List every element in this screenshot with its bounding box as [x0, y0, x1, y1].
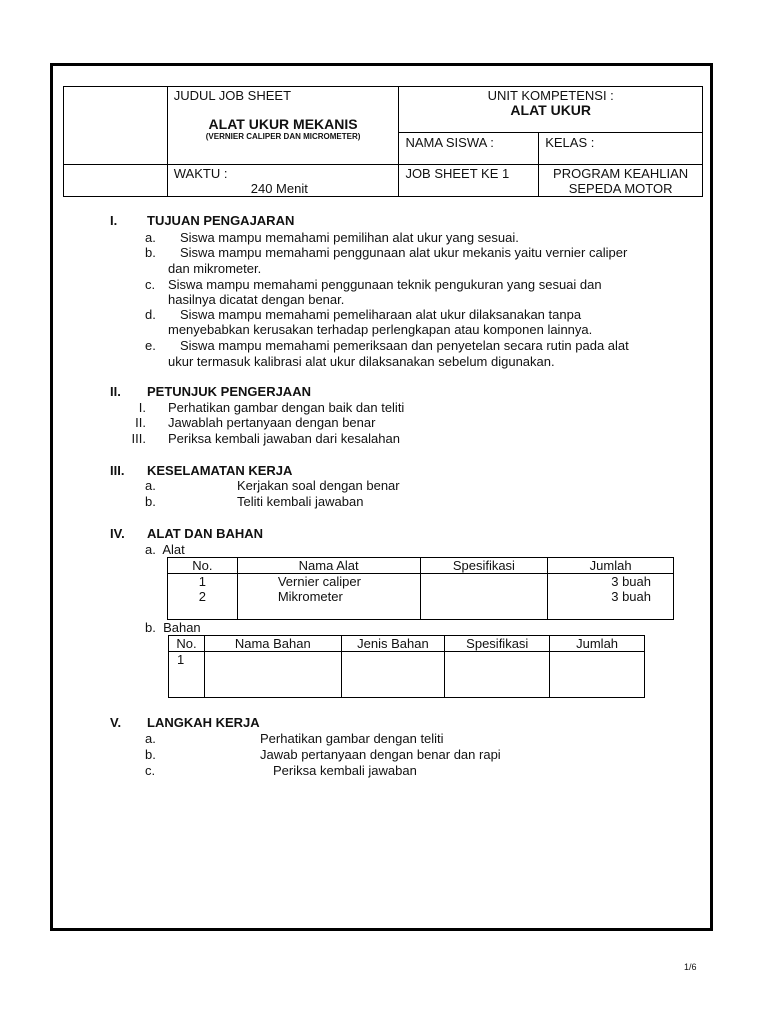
sec3-b-text: Teliti kembali jawaban [237, 494, 364, 509]
table-header-cell: No. [169, 636, 205, 652]
alat-nama: Mikrometer [277, 589, 343, 604]
alat-no: 1 [198, 574, 207, 589]
table-cell [445, 652, 550, 698]
table-header-cell: No. [168, 558, 238, 574]
sec2-iii-text: Periksa kembali jawaban dari kesalahan [168, 431, 400, 446]
sec1-b-cont: dan mikrometer. [168, 261, 262, 276]
alat-label: a. Alat [145, 542, 185, 557]
table-cell [548, 574, 674, 620]
sec1-e-text: Siswa mampu memahami pemeriksaan dan penyetelan secara rutin pada alat [180, 338, 629, 353]
sec1-d-cont: menyebabkan kerusakan terhadap perlengkapan atau komponen lainnya. [168, 322, 593, 337]
kelas-label: KELAS : [545, 135, 595, 150]
sec5-num: V. [110, 715, 122, 730]
table-header-row [168, 558, 674, 574]
alat-nama: Vernier caliper [277, 574, 361, 589]
sec1-d-text: Siswa mampu memahami pemeliharaan alat ukur dilaksanakan tanpa [180, 307, 582, 322]
sec1-c-cont: hasilnya dicatat dengan benar. [168, 292, 345, 307]
sec2-i-text: Perhatikan gambar dengan baik dan teliti [168, 400, 405, 415]
table-header-cell: Spesifikasi [420, 558, 548, 574]
table-header-cell: Nama Bahan [204, 636, 341, 652]
table-row [169, 652, 645, 698]
table-cell [341, 652, 445, 698]
table-row [168, 574, 674, 620]
sec2-i-mark: I. [138, 400, 146, 415]
bahan-label: b. Bahan [145, 620, 201, 635]
sec5-title: LANGKAH KERJA [147, 715, 260, 730]
alat-jumlah: 3 buah [611, 589, 651, 604]
judul-cell [167, 87, 399, 165]
sec4-num: IV. [110, 526, 125, 541]
unit-value: ALAT UKUR [510, 102, 592, 118]
sec4-title: ALAT DAN BAHAN [147, 526, 264, 541]
header-table [63, 86, 703, 197]
judul-title: ALAT UKUR MEKANIS [208, 116, 358, 132]
job-sheet-label: JOB SHEET KE 1 [405, 166, 510, 181]
waktu-label: WAKTU : [173, 166, 228, 181]
table-header-cell: Jumlah [550, 636, 645, 652]
alat-table [167, 557, 674, 620]
sec3-a-mark: a. [145, 478, 156, 493]
sec1-num: I. [110, 213, 118, 228]
table-cell [168, 574, 238, 620]
sec1-e-mark: e. [145, 338, 156, 353]
sec1-c-mark: c. [145, 277, 156, 292]
unit-cell [399, 87, 703, 133]
sec2-num: II. [110, 384, 121, 399]
program-line2: SEPEDA MOTOR [568, 181, 673, 196]
sec5-b-mark: b. [145, 747, 156, 762]
sec5-a-mark: a. [145, 731, 156, 746]
sec5-b-text: Jawab pertanyaan dengan benar dan rapi [260, 747, 501, 762]
waktu-cell [167, 165, 399, 197]
table-cell [420, 574, 548, 620]
sec1-a-text: Siswa mampu memahami pemilihan alat ukur yang sesuai. [180, 230, 519, 245]
judul-label: JUDUL JOB SHEET [173, 88, 292, 103]
table-header-row [169, 636, 645, 652]
nama-siswa-label: NAMA SISWA : [405, 135, 494, 150]
bahan-table [168, 635, 645, 698]
table-cell [550, 652, 645, 698]
sec3-num: III. [110, 463, 125, 478]
sec1-e-cont: ukur termasuk kalibrasi alat ukur dilaksanakan sebelum digunakan. [168, 354, 555, 369]
program-line1: PROGRAM KEAHLIAN [553, 166, 689, 181]
sec1-c-text: Siswa mampu memahami penggunaan teknik pengukuran yang sesuai dan [168, 277, 602, 292]
header-logo-cell [64, 87, 168, 165]
waktu-value: 240 Menit [250, 181, 308, 196]
sec1-d-mark: d. [145, 307, 156, 322]
table-cell: 1 [169, 652, 205, 698]
sec2-title: PETUNJUK PENGERJAAN [147, 384, 311, 399]
table-header-cell: Jumlah [548, 558, 674, 574]
empty-cell [64, 165, 168, 197]
table-cell [204, 652, 341, 698]
sec3-a-text: Kerjakan soal dengan benar [237, 478, 400, 493]
sec2-iii-mark: III. [131, 431, 146, 446]
unit-label: UNIT KOMPETENSI : [487, 88, 614, 103]
alat-no: 2 [198, 589, 207, 604]
judul-subtitle: (VERNIER CALIPER DAN MICROMETER) [205, 132, 361, 141]
program-cell [539, 165, 703, 197]
table-header-cell: Spesifikasi [445, 636, 550, 652]
sec1-b-mark: b. [145, 245, 156, 260]
sec1-a-mark: a. [145, 230, 156, 245]
job-sheet-cell [399, 165, 539, 197]
page-number: 1/6 [684, 962, 697, 972]
sec3-b-mark: b. [145, 494, 156, 509]
sec1-title: TUJUAN PENGAJARAN [147, 213, 295, 228]
sec2-ii-mark: II. [135, 415, 146, 430]
sec5-c-mark: c. [145, 763, 156, 778]
sec5-a-text: Perhatikan gambar dengan teliti [260, 731, 444, 746]
nama-siswa-cell [399, 133, 539, 165]
sec5-c-text: Periksa kembali jawaban [273, 763, 417, 778]
kelas-cell [539, 133, 703, 165]
alat-jumlah: 3 buah [611, 574, 651, 589]
sec2-ii-text: Jawablah pertanyaan dengan benar [168, 415, 376, 430]
table-header-cell: Nama Alat [237, 558, 420, 574]
sec1-b-text: Siswa mampu memahami penggunaan alat ukur mekanis yaitu vernier caliper [180, 245, 628, 260]
table-cell [237, 574, 420, 620]
table-header-cell: Jenis Bahan [341, 636, 445, 652]
sec3-title: KESELAMATAN KERJA [147, 463, 293, 478]
